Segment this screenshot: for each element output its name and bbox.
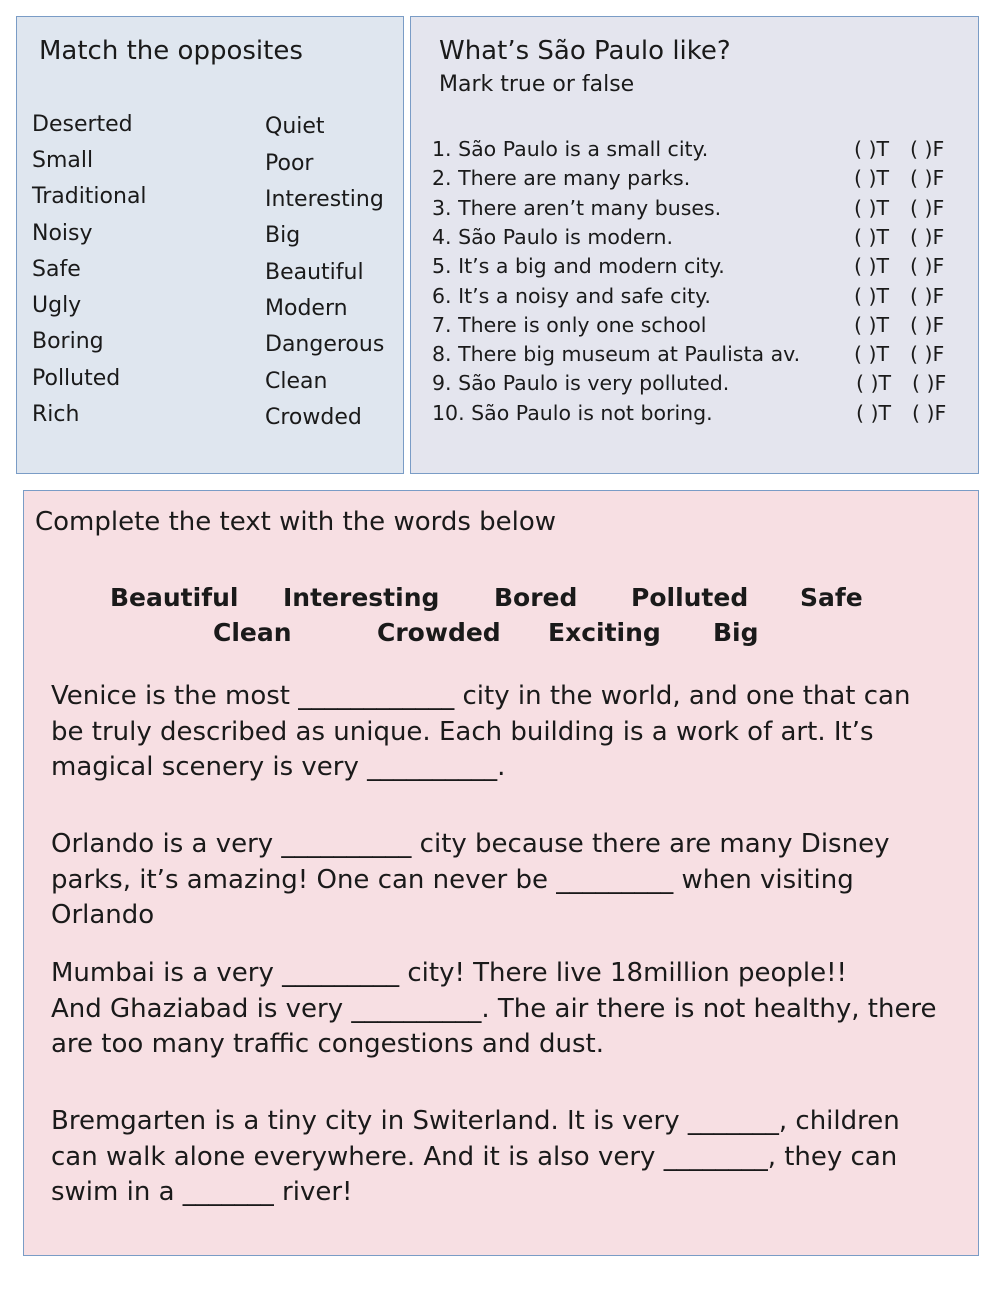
match-opposites-title: Match the opposites (39, 36, 303, 66)
opposite-left-word: Traditional (32, 184, 147, 209)
opposite-right-word: Interesting (265, 187, 384, 212)
word-bank-word[interactable]: Bored (494, 583, 578, 612)
complete-text-title: Complete the text with the words below (35, 507, 557, 537)
false-option[interactable]: ( )F (912, 401, 947, 425)
opposite-left-word: Ugly (32, 293, 82, 318)
true-option[interactable]: ( )T (854, 313, 890, 337)
paragraph-line: swim in a _______ river! (51, 1177, 353, 1207)
statement: 8. There big museum at Paulista av. (432, 342, 801, 366)
paragraph-line: Bremgarten is a tiny city in Switerland. It is very _______, children (51, 1106, 900, 1136)
statement: 7. There is only one school (432, 313, 707, 337)
opposite-right-word: Big (265, 223, 301, 248)
opposite-right-word: Clean (265, 369, 328, 394)
statement: 1. São Paulo is a small city. (432, 137, 709, 161)
sao-paulo-panel (410, 16, 979, 474)
true-false-options (856, 401, 946, 425)
false-option[interactable]: ( )F (912, 371, 947, 395)
opposite-right-word: Modern (265, 296, 348, 321)
false-option[interactable]: ( )F (910, 342, 945, 366)
opposite-right-word: Dangerous (265, 332, 385, 357)
opposite-left-word: Deserted (32, 112, 133, 137)
paragraph-line: Orlando (51, 900, 155, 930)
opposite-left-word: Safe (32, 257, 81, 282)
false-option[interactable]: ( )F (910, 225, 945, 249)
false-option[interactable]: ( )F (910, 254, 945, 278)
true-false-options (854, 284, 944, 308)
false-option[interactable]: ( )F (910, 196, 945, 220)
true-false-options (854, 254, 944, 278)
opposite-right-word: Quiet (265, 114, 325, 139)
true-option[interactable]: ( )T (856, 371, 892, 395)
opposite-right-word: Crowded (265, 405, 362, 430)
word-bank-word[interactable]: Polluted (631, 583, 749, 612)
sao-paulo-subtitle: Mark true or false (439, 72, 635, 97)
paragraph-line: Mumbai is a very _________ city! There live 18million people!! (51, 958, 847, 988)
paragraph-orlando (51, 827, 889, 934)
paragraph-line: Venice is the most ____________ city in the world, and one that can (51, 681, 911, 711)
opposite-left-word: Noisy (32, 221, 93, 246)
opposite-right-word: Poor (265, 151, 314, 176)
paragraph-venice (51, 679, 910, 786)
word-bank-word[interactable]: Big (713, 618, 759, 647)
statement: 10. São Paulo is not boring. (432, 401, 713, 425)
false-option[interactable]: ( )F (910, 284, 945, 308)
statement: 4. São Paulo is modern. (432, 225, 674, 249)
true-option[interactable]: ( )T (854, 137, 890, 161)
true-false-options (854, 313, 944, 337)
paragraph-mumbai (51, 956, 937, 1063)
complete-text-panel (23, 490, 979, 1256)
opposite-left-word: Rich (32, 402, 80, 427)
true-false-options (854, 342, 944, 366)
true-option[interactable]: ( )T (854, 284, 890, 308)
statement: 6. It’s a noisy and safe city. (432, 284, 711, 308)
word-bank-word[interactable]: Clean (213, 618, 292, 647)
false-option[interactable]: ( )F (910, 137, 945, 161)
paragraph-line: parks, it’s amazing! One can never be _________ when visiting (51, 864, 854, 895)
true-option[interactable]: ( )T (854, 196, 890, 220)
opposite-right-word: Beautiful (265, 260, 364, 285)
word-bank-word[interactable]: Beautiful (110, 583, 239, 612)
paragraph-line: magical scenery is very __________. (51, 752, 506, 782)
statement: 2. There are many parks. (432, 166, 691, 190)
paragraph-line: be truly described as unique. Each building is a work of art. It’s (51, 716, 874, 747)
true-option[interactable]: ( )T (854, 342, 890, 366)
true-option[interactable]: ( )T (854, 166, 890, 190)
word-bank-word[interactable]: Interesting (283, 583, 440, 612)
true-option[interactable]: ( )T (854, 225, 890, 249)
true-false-options (854, 196, 944, 220)
true-false-options (854, 225, 944, 249)
true-false-options (856, 371, 946, 395)
true-false-options (854, 137, 944, 161)
opposite-left-word: Boring (32, 329, 104, 354)
statement: 3. There aren’t many buses. (432, 196, 722, 220)
word-bank-word[interactable]: Crowded (377, 618, 501, 647)
paragraph-line: And Ghaziabad is very __________. The air there is not healthy, there (51, 993, 937, 1024)
match-opposites-panel (16, 16, 404, 474)
paragraph-line: Orlando is a very __________ city because there are many Disney (51, 829, 890, 859)
false-option[interactable]: ( )F (910, 166, 945, 190)
true-option[interactable]: ( )T (856, 401, 892, 425)
statement: 9. São Paulo is very polluted. (432, 371, 730, 395)
paragraph-line: are too many traffic congestions and dust. (51, 1029, 604, 1059)
false-option[interactable]: ( )F (910, 313, 945, 337)
word-bank-word[interactable]: Exciting (548, 618, 661, 647)
opposite-left-word: Polluted (32, 366, 121, 391)
statement: 5. It’s a big and modern city. (432, 254, 725, 278)
sao-paulo-title: What’s São Paulo like? (439, 36, 731, 66)
paragraph-line: can walk alone everywhere. And it is also very ________, they can (51, 1141, 898, 1172)
opposite-left-word: Small (32, 148, 94, 173)
paragraph-bremgarten (51, 1104, 900, 1211)
word-bank-word[interactable]: Safe (800, 583, 863, 612)
true-false-options (854, 166, 944, 190)
true-option[interactable]: ( )T (854, 254, 890, 278)
